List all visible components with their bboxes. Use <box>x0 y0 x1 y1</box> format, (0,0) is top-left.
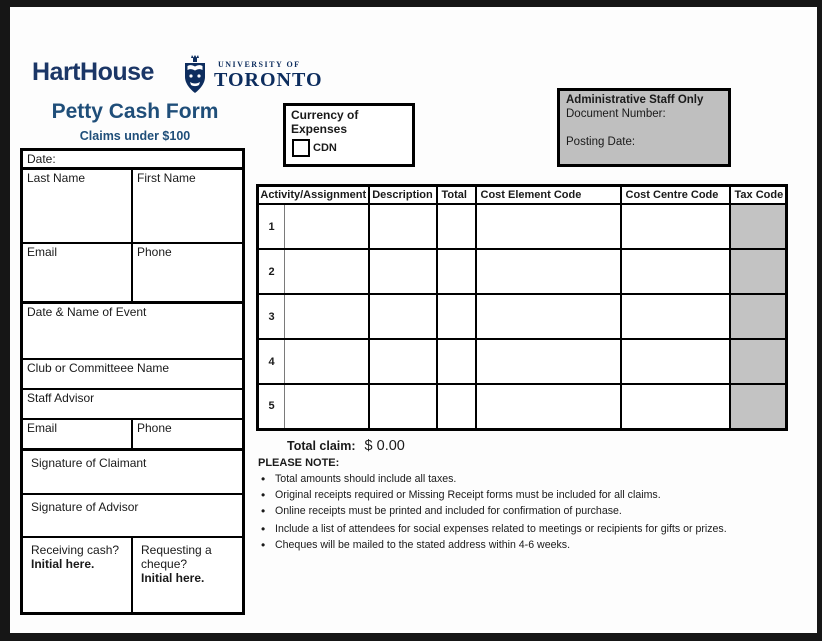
cell-activity-4[interactable] <box>285 339 369 384</box>
cell-description-5[interactable] <box>369 384 437 429</box>
cell-total-4[interactable] <box>437 339 476 384</box>
cell-cost-element-4[interactable] <box>476 339 621 384</box>
expense-row-4 <box>258 339 787 384</box>
field-staff-advisor-label: Staff Advisor <box>27 391 95 405</box>
cell-description-2[interactable] <box>369 249 437 294</box>
field-signature-claimant[interactable] <box>23 451 242 495</box>
posting-date-field[interactable] <box>566 136 722 148</box>
cell-cost-element-3[interactable] <box>476 294 621 339</box>
total-claim-label: Total claim: <box>287 439 356 453</box>
field-advisor-email-label: Email <box>27 421 58 435</box>
cell-cost-centre-3[interactable] <box>621 294 730 339</box>
page-title: Petty Cash Form <box>51 100 219 123</box>
field-email-label: Email <box>27 245 58 259</box>
field-requesting-cheque-label: Requesting a cheque? <box>141 543 212 571</box>
field-advisor-phone-label: Phone <box>137 421 172 435</box>
cell-cost-centre-4[interactable] <box>621 339 730 384</box>
row-number-4: 4 <box>258 339 285 384</box>
notes-section <box>258 457 778 551</box>
field-event[interactable] <box>23 304 242 360</box>
currency-box <box>283 103 415 167</box>
cell-cost-element-5[interactable] <box>476 384 621 429</box>
claimant-form <box>20 148 245 615</box>
cell-description-1[interactable] <box>369 204 437 249</box>
field-first-name-label: First Name <box>137 171 196 185</box>
expense-table <box>256 184 788 431</box>
field-requesting-cheque-sublabel: Initial here. <box>141 571 205 585</box>
admin-box-title: Administrative Staff Only <box>566 94 704 106</box>
field-phone[interactable] <box>131 244 242 301</box>
col-header-description: Description <box>369 186 437 205</box>
uoft-crest-icon <box>182 54 208 101</box>
field-club-label: Club or Committeee Name <box>27 361 170 375</box>
field-phone-label: Phone <box>137 245 172 259</box>
cell-cost-centre-5[interactable] <box>621 384 730 429</box>
cell-total-2[interactable] <box>437 249 476 294</box>
col-header-total: Total <box>437 186 476 205</box>
field-staff-advisor[interactable] <box>23 390 242 420</box>
cell-description-3[interactable] <box>369 294 437 339</box>
total-claim-value: $ 0.00 <box>364 438 405 454</box>
expense-row-2 <box>258 249 787 294</box>
field-date[interactable] <box>23 151 242 170</box>
note-item-4: • Include a list of attendees for social expenses related to meetings or recipients for gifts or prizes. <box>258 523 778 535</box>
uoft-logo-line2: TORONTO <box>214 69 323 91</box>
col-header-cost-centre: Cost Centre Code <box>621 186 730 205</box>
cdn-checkbox[interactable] <box>292 139 310 157</box>
admin-box <box>557 88 731 167</box>
cell-activity-5[interactable] <box>285 384 369 429</box>
cell-tax-4[interactable] <box>730 339 787 384</box>
cell-total-5[interactable] <box>437 384 476 429</box>
cell-cost-centre-2[interactable] <box>621 249 730 294</box>
total-claim <box>287 437 405 455</box>
row-number-3: 3 <box>258 294 285 339</box>
row-number-5: 5 <box>258 384 285 429</box>
field-club[interactable] <box>23 360 242 390</box>
field-advisor-phone[interactable] <box>131 420 242 448</box>
document-number-field[interactable] <box>566 108 722 120</box>
document-number-label: Document Number: <box>566 108 666 120</box>
cell-total-1[interactable] <box>437 204 476 249</box>
field-receiving-cash-sublabel: Initial here. <box>31 557 95 571</box>
row-number-1: 1 <box>258 204 285 249</box>
cell-activity-1[interactable] <box>285 204 369 249</box>
expense-table-header-row <box>258 186 787 205</box>
expense-row-3 <box>258 294 787 339</box>
row-number-2: 2 <box>258 249 285 294</box>
field-event-label: Date & Name of Event <box>27 305 147 319</box>
page-subtitle: Claims under $100 <box>79 129 191 143</box>
cell-cost-element-2[interactable] <box>476 249 621 294</box>
field-receiving-cash[interactable] <box>23 538 131 612</box>
note-item-1: • Total amounts should include all taxes. <box>258 473 778 485</box>
row-advisor-contact <box>23 420 242 451</box>
field-last-name-label: Last Name <box>27 171 86 185</box>
field-email[interactable] <box>23 244 131 301</box>
row-name <box>23 170 242 244</box>
note-item-5: • Cheques will be mailed to the stated address within 4-6 weeks. <box>258 539 778 551</box>
field-signature-advisor-label: Signature of Advisor <box>31 500 139 514</box>
field-signature-claimant-label: Signature of Claimant <box>31 456 147 470</box>
field-last-name[interactable] <box>23 170 131 242</box>
harthouse-logo: HartHouse <box>32 58 154 86</box>
cdn-checkbox-label: CDN <box>313 142 337 154</box>
cell-total-3[interactable] <box>437 294 476 339</box>
row-payment-method <box>23 538 242 612</box>
cell-tax-2[interactable] <box>730 249 787 294</box>
cell-activity-3[interactable] <box>285 294 369 339</box>
field-date-label: Date: <box>27 152 56 166</box>
note-item-3: • Online receipts must be printed and included for confirmation of purchase. <box>258 505 778 517</box>
col-header-activity: Activity/Assignment <box>258 186 369 205</box>
expense-row-5 <box>258 384 787 429</box>
cell-cost-element-1[interactable] <box>476 204 621 249</box>
cell-tax-3[interactable] <box>730 294 787 339</box>
posting-date-label: Posting Date: <box>566 136 636 148</box>
cell-activity-2[interactable] <box>285 249 369 294</box>
cell-tax-1[interactable] <box>730 204 787 249</box>
field-advisor-email[interactable] <box>23 420 131 448</box>
field-first-name[interactable] <box>131 170 242 242</box>
expense-row-1 <box>258 204 787 249</box>
cell-tax-5[interactable] <box>730 384 787 429</box>
field-signature-advisor[interactable] <box>23 495 242 538</box>
cell-cost-centre-1[interactable] <box>621 204 730 249</box>
row-contact <box>23 244 242 304</box>
currency-box-title: Currency of Expenses <box>291 108 359 136</box>
uoft-logo-line1: UNIVERSITY OF <box>218 60 301 69</box>
cell-description-4[interactable] <box>369 339 437 384</box>
col-header-tax: Tax Code <box>730 186 787 205</box>
notes-heading: PLEASE NOTE: <box>258 457 340 469</box>
note-item-2: • Original receipts required or Missing Receipt forms must be included for all claims. <box>258 489 778 501</box>
field-receiving-cash-label: Receiving cash? <box>31 543 120 557</box>
col-header-cost-element: Cost Element Code <box>476 186 621 205</box>
field-requesting-cheque[interactable] <box>131 538 242 612</box>
